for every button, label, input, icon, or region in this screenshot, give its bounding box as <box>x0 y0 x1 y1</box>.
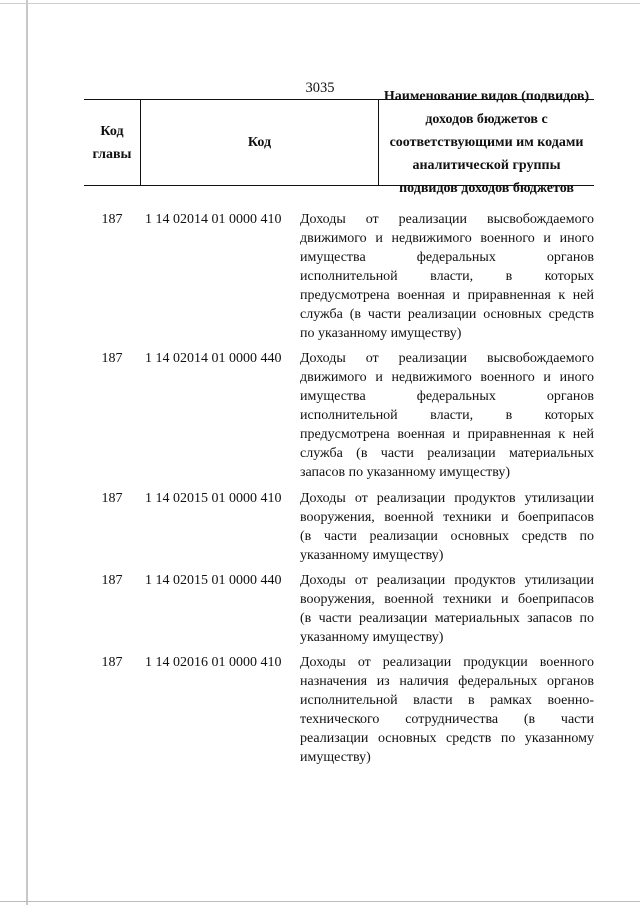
row-name-line: Доходы от реализации высвобождаемого <box>300 212 594 227</box>
header-kod-glavy <box>84 100 140 185</box>
row-kod: 1 14 02016 01 0000 410 <box>145 655 282 670</box>
row-name-line: вооружения, военной техники и боеприпасов <box>300 592 594 607</box>
row-name-line: Доходы от реализации продукции военного <box>300 655 594 670</box>
row-name-line: назначения из наличия федеральных органов <box>300 674 594 689</box>
row-kod-glavy: 187 <box>101 655 123 670</box>
row-name-line: указанному имуществу) <box>300 548 444 563</box>
row-name-line: исполнительной власти, в которых <box>300 269 594 284</box>
row-name-line: предусмотрена военная и приравненная к ней <box>300 427 594 442</box>
row-name-line: по указанному имуществу) <box>300 326 462 341</box>
row-name-line: служба (в части реализации материальных <box>300 446 594 461</box>
header-kod-glavy-text: Код главы <box>92 123 132 162</box>
row-kod-glavy: 187 <box>101 212 123 227</box>
row-name-line: Доходы от реализации высвобождаемого <box>300 351 594 366</box>
row-name-line: служба (в части реализации основных средств <box>300 307 594 322</box>
page-number: 3035 <box>305 80 335 96</box>
row-naimenovanie <box>300 571 594 647</box>
row-naimenovanie <box>300 653 594 767</box>
row-name-line: указанному имуществу) <box>300 630 444 645</box>
row-name-line: Доходы от реализации продуктов утилизации <box>300 573 594 588</box>
row-kod: 1 14 02015 01 0000 440 <box>145 573 282 588</box>
row-kod-glavy: 187 <box>101 573 123 588</box>
row-name-line: имущества федеральных органов <box>300 389 594 404</box>
header-kod-text: Код <box>247 135 272 150</box>
row-name-line: предусмотрена военная и приравненная к ней <box>300 288 594 303</box>
table-header <box>84 89 594 196</box>
row-naimenovanie <box>300 489 594 565</box>
row-name-line: имущества федеральных органов <box>300 250 594 265</box>
row-name-line: Доходы от реализации продуктов утилизации <box>300 491 594 506</box>
row-name-line: исполнительной власти, в которых <box>300 408 594 423</box>
row-name-line: вооружения, военной техники и боеприпасов <box>300 510 594 525</box>
row-kod-glavy: 187 <box>101 491 123 506</box>
row-naimenovanie <box>300 210 594 343</box>
row-name-line: технического сотрудничества (в части <box>300 712 594 727</box>
row-name-line: (в части реализации материальных запасов по <box>300 611 594 626</box>
header-kod <box>140 100 379 185</box>
row-name-line: движимого и недвижимого военного и иного <box>300 231 594 246</box>
scan-edge-left <box>26 0 28 905</box>
row-name-line: движимого и недвижимого военного и иного <box>300 370 594 385</box>
row-kod: 1 14 02014 01 0000 410 <box>145 212 282 227</box>
row-kod-glavy: 187 <box>101 351 123 366</box>
header-naimenovanie-text: Наименование видов (подвидов) доходов бюджетов с соответствующими им кодами аналитической группы подвидов доходов бюджетов <box>383 89 590 196</box>
row-naimenovanie <box>300 349 594 482</box>
row-kod: 1 14 02014 01 0000 440 <box>145 351 282 366</box>
row-name-line: реализации основных средств по указанному <box>300 731 594 746</box>
row-name-line: (в части реализации основных средств по <box>300 529 594 544</box>
row-name-line: запасов по указанному имуществу) <box>300 465 511 480</box>
row-kod: 1 14 02015 01 0000 410 <box>145 491 282 506</box>
row-name-line: исполнительной власти в рамках военно- <box>300 693 594 708</box>
scan-edge-bottom <box>0 901 640 902</box>
scan-edge-top <box>0 3 640 4</box>
row-name-line: имуществу) <box>300 750 371 765</box>
header-naimenovanie <box>379 89 594 196</box>
